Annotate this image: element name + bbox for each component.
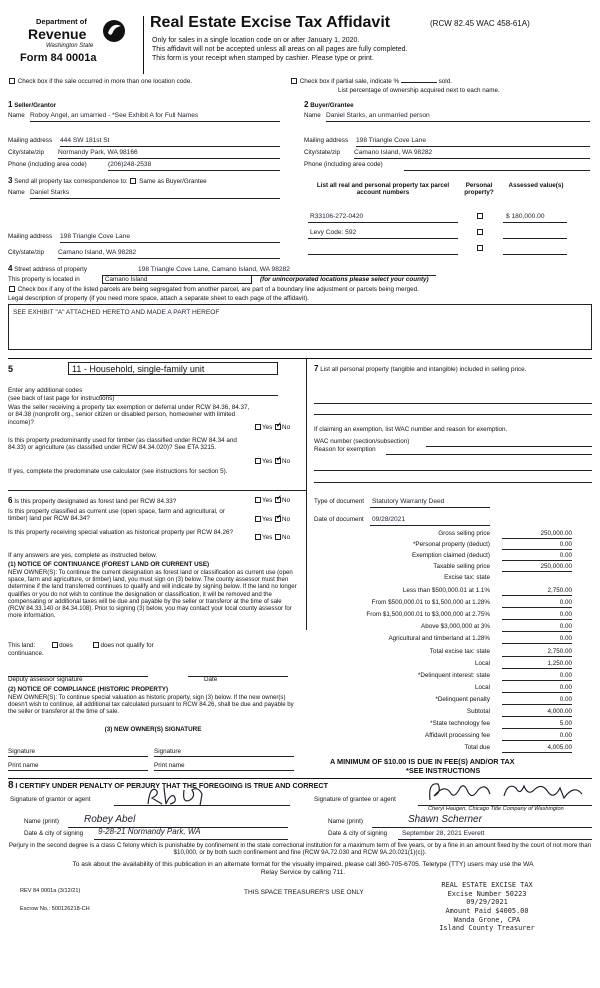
see-instructions-note: *SEE INSTRUCTIONS [406,766,481,775]
owner2-signature-line[interactable] [154,756,294,757]
located-row: This property is located in Camano Island (for unincorporated locations please select your county) [8,276,429,283]
grantee-name-row: Name (print) Shawn Scherner [328,818,592,825]
tax-row-value[interactable]: 0.00 [502,611,572,620]
buyer-mailing-row: Mailing address 198 Triangle Cove Lane [304,137,590,144]
location-select[interactable]: Camano Island [102,275,252,284]
buyer-heading: 2 Buyer/Grantee [304,100,354,109]
tax-row-value[interactable]: 0.00 [502,599,572,608]
tax-row-label: *Personal property (deduct) [412,541,490,548]
minimum-due-note: A MINIMUM OF $10.00 IS DUE IN FEE(S) AND/OR TAX [330,757,515,766]
revenue-label: Revenue [28,26,87,42]
seller-mailing-value[interactable]: 444 SW 181st St [60,137,110,144]
partial-sale-label: Check box if partial sale, indicate % [299,78,400,85]
see-back-note: (see back of last page for instructions) [8,395,115,402]
treasurer-use-label: THIS SPACE TREASURER'S USE ONLY [244,889,364,896]
tax-row-label: Total excise tax: state [429,648,490,655]
corr-name-value[interactable]: Daniel Starks [30,189,70,196]
form-title: Real Estate Excise Tax Affidavit [150,14,391,31]
tax-row-label: Subtotal [466,708,490,715]
forest-no-checkbox[interactable] [275,497,281,503]
levy-code[interactable]: Levy Code: 592 [310,229,357,236]
tax-row-value[interactable]: 250,000.00 [502,563,572,572]
seller-heading: 1 Seller/Grantor [8,100,57,109]
tax-row-value[interactable]: 5.00 [502,720,572,729]
grantor-date-row: Date & city of signing 9-28-21 Normandy Park, WA [24,830,300,837]
new-owner-signature-row: Signature Signature [8,748,298,755]
legal-description-label: Legal description of property (if you need more space, attach a separate sheet to each page of the affidavit). [8,295,309,302]
grantee-date-city[interactable]: September 28, 2021 Everett [402,830,485,837]
additional-codes-label: Enter any additional codes [8,387,83,394]
stamp-line-6: Island County Treasurer [439,924,535,933]
land-use-row: 5 [8,364,14,374]
header-line-1: Only for sales in a single location code on or after January 1, 2020. [152,37,360,44]
multi-location-label: Check box if the sale occurred in more than one location code. [17,78,193,85]
grantor-name-row: Name (print) Robey Abel [24,818,300,825]
assessed-col-header: Assessed value(s) [508,182,564,189]
buyer-mailing-value[interactable]: 198 Triangle Cove Lane [356,137,427,144]
seller-city-value[interactable]: Normandy Park, WA 98166 [58,149,138,156]
street-address-value[interactable]: 198 Triangle Cove Lane, Camano Island, WA 98282 [138,266,290,273]
grantor-print-name[interactable]: Robey Abel [84,814,136,825]
tax-row-value[interactable]: 0.00 [502,696,572,705]
dept-label: Department of [36,17,87,26]
document-date-row: Date of document 09/28/2021 [314,516,592,523]
tax-row-value[interactable]: 0.00 [502,684,572,693]
does-qualify-checkbox[interactable] [52,642,58,648]
stamp-line-1: REAL ESTATE EXCISE TAX [441,881,533,889]
corr-name-row: Name Daniel Starks [8,189,280,196]
personal-property-checkbox-2[interactable] [477,229,483,235]
seller-mailing-row: Mailing address 444 SW 181st St [8,137,280,144]
exemption-answer: Yes ✓ No [254,424,290,431]
document-date-value[interactable]: 09/28/2021 [372,516,406,523]
document-type-value[interactable]: Statutory Warranty Deed [372,498,445,505]
tax-row-value[interactable]: 250,000.00 [502,530,572,539]
multi-location-checkbox[interactable] [9,78,15,84]
tax-row-value[interactable]: 0.00 [502,552,572,561]
escrow-number: Escrow No.: 500126218-CH [20,906,90,912]
current-use-yes-checkbox[interactable] [255,516,261,522]
grantee-print-name[interactable]: Shawn Scherner [408,814,482,825]
tax-row-label: Gross selling price [438,530,490,537]
treasurer-stamp [412,881,562,933]
continuance-heading: (1) NOTICE OF CONTINUANCE (FOREST LAND OR CURRENT USE) [8,561,210,568]
tax-row-value[interactable]: 0.00 [502,541,572,550]
reason-field[interactable] [386,446,592,455]
current-use-answer: Yes ✓ No [254,516,290,523]
correspondence-heading: 3 Send all property tax correspondence to: Same as Buyer/Grantee [8,176,207,185]
grantee-agent-text: Cheryl Haugen, Chicago Title Company of Washington [428,806,564,812]
does-not-qualify-checkbox[interactable] [93,642,99,648]
corr-mailing-row: Mailing address 198 Triangle Cove Lane [8,233,280,240]
affidavit-page [8,6,592,982]
tax-row-label: Agricultural and timberland at 1.28% [388,635,490,642]
new-owner-sig-heading: (3) NEW OWNER(S) SIGNATURE [104,726,202,733]
deputy-assessor-row: Deputy assessor signature Date [8,676,298,683]
segregated-checkbox[interactable] [9,286,15,292]
current-use-question: Is this property classified as current use (open space, farm and agricultural, or timber) land per RCW 84.34? [8,508,225,523]
reason-row: Reason for exemption [314,446,592,453]
segregated-row: Check box if any of the listed parcels are being segregated from another parcel, are part of a boundary line adjustment or parcels being merged. [8,286,592,293]
any-yes-note: If any answers are yes, complete as instructed below. [8,552,158,559]
continuance-label: continuance. [8,650,44,657]
legal-description-value: SEE EXHIBIT "A" ATTACHED HERETO AND MADE A PART HEREOF [13,309,220,316]
tax-row-value[interactable]: 4,000.00 [502,708,572,717]
seller-name-row: Name Roboy Angel, an umarried - *See Exhibit A for Full Names [8,112,280,119]
header-line-3: This form is your receipt when stamped by cashier. Please type or print. [152,55,374,62]
partial-sale-checkbox[interactable] [291,78,297,84]
historic-question: Is this property receiving special valuation as historical property per RCW 84.26? [8,529,234,536]
tax-row-value[interactable]: 4,005.00 [502,744,572,753]
partial-percent-field[interactable] [401,82,437,83]
tax-row-label: Above $3,000,000 at 3% [421,623,490,630]
multi-location-row [8,78,192,85]
tax-row-label: Local [474,684,490,691]
tax-row-label: Taxable selling price [433,563,490,570]
partial-sale-row [290,78,452,85]
grantor-date-city[interactable]: 9-28-21 Normandy Park, WA [98,827,201,836]
compliance-heading: (2) NOTICE OF COMPLIANCE (HISTORIC PROPERTY) [8,686,169,693]
stamp-line-4: Amount Paid $4005.00 [445,906,529,915]
tax-row-label: Affidavit processing fee [425,732,490,739]
buyer-phone-row: Phone (including area code) [304,161,590,168]
seller-city-row: City/state/zip Normandy Park, WA 98166 [8,149,280,156]
timber-answer: Yes ✓ No [254,458,290,465]
grantee-signature-row: Signature of grantee or agent [314,796,592,803]
tax-row-label: Total due [464,744,490,751]
same-as-buyer-checkbox[interactable] [130,178,136,184]
timber-no-checkbox[interactable] [275,458,281,464]
tax-row-value[interactable]: 2,750.00 [502,587,572,596]
header-line-2: This affidavit will not be accepted unless all areas on all pages are fully completed. [152,46,408,53]
sold-label: sold. [438,78,452,85]
tax-row-label: From $500,000.01 to $1,500,000 at 1.28% [371,599,490,606]
stamp-line-5: Wanda Grone, CPA [453,915,521,924]
additional-codes-field[interactable] [100,387,278,396]
tax-row-value[interactable]: 1,250.00 [502,660,572,669]
personal-property-heading: 7 List all personal property (tangible and intangible) included in selling price. [314,364,527,373]
tax-row-label: Local [474,660,490,667]
forest-question: 6 Is this property designated as forest land per RCW 84.33? [8,496,177,505]
buyer-city-row: City/state/zip Camano Island, WA 98282 [304,149,590,156]
current-use-no-checkbox[interactable] [275,516,281,522]
predominate-note: If yes, complete the predominate use calculator (see instructions for section 5). [8,468,228,475]
tax-row-value[interactable]: 0.00 [502,623,572,632]
seller-phone-value[interactable]: (206)248-2538 [108,161,152,168]
tax-row-label: *Delinquent interest: state [417,672,490,679]
wac-number-row: WAC number (section/subsection) [314,438,592,445]
tax-row-label: *Delinquent penalty [435,696,490,703]
corr-mailing-value[interactable]: 198 Triangle Cove Lane [60,233,131,240]
corr-city-row: City/state/zip Camano Island, WA 98282 [8,249,280,256]
seller-name-value[interactable]: Roboy Angel, an umarried - *See Exhibit A for Full Names [30,112,199,119]
land-use-select[interactable]: 11 - Household, single-family unit [68,362,278,375]
corr-city-value[interactable]: Camano Island, WA 98282 [58,249,137,256]
tax-row-value[interactable]: 0.00 [502,635,572,644]
claim-exemption-note: If claiming an exemption, list WAC number and reason for exemption. [314,426,508,433]
legal-description-box[interactable] [8,304,592,350]
tax-row-value[interactable]: 0.00 [502,732,572,741]
continuance-body: NEW OWNER(S): To continue the current designation as forest land or classification as current use (open space, farm and agriculture, or timber) land, you must sign on (3) below. The county assessor must then determine if the land transferred continues to qualify and will indicate by signing below. If the land no longer qualifies or you do not wish to continue the designation or classification, it will be removed and the compensating or additional taxes will be due and payable by the seller or transferor at the time of sale (RCW 84.33.140 or 84.34.108). Prior to signing (3) below, you may contact your local county assessor for more information. [8,569,297,620]
personal-property-checkbox-3[interactable] [477,245,483,251]
exemption-yes-checkbox[interactable] [255,424,261,430]
list-percentage-note: List percentage of ownership acquired next to each name. [338,87,500,94]
unincorporated-note: (for unincorporated locations please select your county) [260,276,429,283]
tax-row-label: Excise tax: state [444,574,490,581]
new-owner-print-row: Print name Print name [8,762,298,769]
street-address-row: 4 Street address of property 198 Triangle Cove Lane, Camano Island, WA 98282 [8,264,592,273]
grantor-signature-row: Signature of grantor or agent [10,796,300,803]
personal-col-header: Personal property? [464,182,494,197]
form-number: Form 84 0001a [20,52,97,64]
assessed-value[interactable]: $ 180,000.00 [506,213,545,220]
tax-row-label: Exemption claimed (deduct) [411,552,490,559]
state-label: Washington State [46,43,94,49]
deputy-signature-line[interactable] [8,668,148,677]
historic-answer: Yes No [254,534,290,541]
buyer-phone-field[interactable] [404,162,590,171]
seller-phone-row: Phone (including area code) (206)248-2538 [8,161,280,168]
buyer-name-value[interactable]: Daniel Starks, an unmarried person [326,112,430,119]
tax-row-value[interactable]: 0.00 [502,672,572,681]
document-type-row: Type of document Statutory Warranty Deed [314,498,592,505]
exemption-no-checkbox[interactable] [275,424,281,430]
stamp-line-3: 09/29/2021 [466,898,508,907]
grantee-signature-image[interactable] [424,778,592,806]
buyer-city-value[interactable]: Camano Island, WA 98282 [354,149,433,156]
parcel-col-header: List all real and personal property tax parcel account numbers [316,182,450,197]
tax-row-value[interactable]: 2,750.00 [502,648,572,657]
stamp-line-2: Excise Number 50223 [447,889,527,898]
tax-row-label: *State technology fee [430,720,490,727]
owner2-print-line[interactable] [154,770,294,771]
certify-heading: 8 I CERTIFY UNDER PENALTY OF PERJURY THAT THE FOREGOING IS TRUE AND CORRECT [8,780,328,791]
forest-yes-checkbox[interactable] [255,497,261,503]
grantee-date-row: Date & city of signing September 28, 2021 Everett [328,830,592,837]
tax-row-label: Less than $500,000.01 at 1.1% [402,587,490,594]
availability-notice: To ask about the availability of this publication in an alternate format for the visually impaired, please call 360-705-6705. Teletype (TTY) users may use the WA Relay Service by calling 711. [72,861,534,876]
exemption-question: Was the seller receiving a property tax exemption or deferral under RCW 84.36, 84.37, or 84.38 (nonprofit org., senior citizen or disabled person, homeowner with limited income)? [8,404,250,426]
personal-property-checkbox-1[interactable] [477,213,483,219]
grantor-signature-image[interactable] [144,784,224,808]
dor-swirl-icon [102,18,126,44]
this-land-row: This land: does does not qualify for [8,642,154,649]
rcw-reference: (RCW 82.45 WAC 458-61A) [430,19,530,28]
buyer-name-row: Name Daniel Starks, an unmarried person [304,112,590,119]
compliance-body: NEW OWNER(S): To continue special valuation as historic property, sign (3) below. If the new owner(s) doesn't wish to continue, all additional tax calculated pursuant to RCW 84.26, shall be due and payable by the seller or transferor at the time of sale. [8,694,294,716]
owner1-signature-line[interactable] [8,756,148,757]
revision-label: REV 84 0001a (3/12/21) [20,888,81,894]
owner1-print-line[interactable] [8,770,148,771]
historic-yes-checkbox[interactable] [255,534,261,540]
tax-row-label: From $1,500,000.01 to $3,000,000 at 2.75% [366,611,490,618]
timber-question: Is this property predominantly used for timber (as classified under RCW 84.34 and 84.33) or agriculture (as classified under RCW 84.34.020)? See ETA 3215. [8,437,237,452]
forest-answer: Yes ✓ No [254,497,290,504]
deputy-date-line[interactable] [188,668,288,677]
historic-no-checkbox[interactable] [275,534,281,540]
parcel-number[interactable]: R33106-272-0420 [310,213,364,220]
perjury-notice: Perjury in the second degree is a class C felony which is punishable by confinement in the state correctional institution for a maximum term of five years, or by a fine in an amount fixed by the court of not more than $10,000, or by both such confinement and fine (RCW 9A.72.030 and RCW 9A.20.021(1)(c)). [8,842,592,857]
timber-yes-checkbox[interactable] [255,458,261,464]
